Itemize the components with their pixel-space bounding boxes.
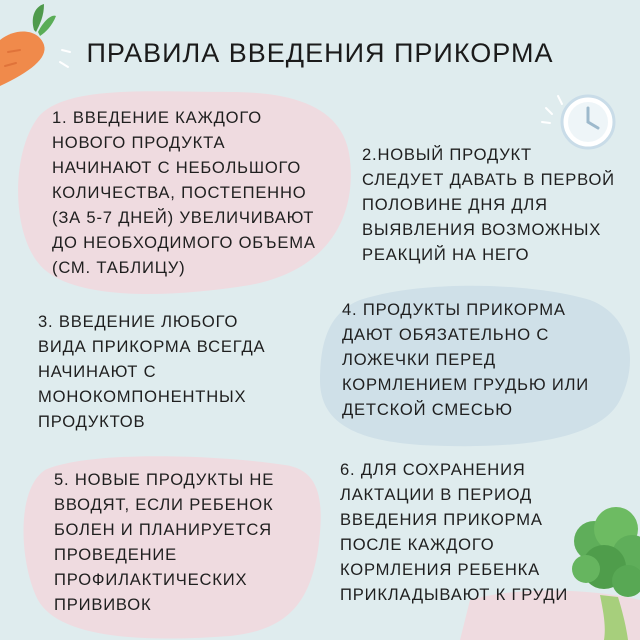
rule-6-text: 6. ДЛЯ СОХРАНЕНИЯ ЛАКТАЦИИ В ПЕРИОД ВВЕДЕНИЯ ПРИКОРМА ПОСЛЕ КАЖДОГО КОРМЛЕНИЯ РЕБЕНКА ПРИКЛАДЫВАЮТ К ГРУДИ xyxy=(340,460,569,604)
rule-1-text: 1. ВВЕДЕНИЕ КАЖДОГО НОВОГО ПРОДУКТА НАЧИНАЮТ С НЕБОЛЬШОГО КОЛИЧЕСТВА, ПОСТЕПЕННО (ЗА 5-7 ДНЕЙ) УВЕЛИЧИВАЮТ ДО НЕОБХОДИМОГО ОБЪЕМА (СМ. ТАБЛИЦУ) xyxy=(52,108,316,277)
broccoli-icon xyxy=(570,505,640,640)
rule-2-text: 2.НОВЫЙ ПРОДУКТ СЛЕДУЕТ ДАВАТЬ В ПЕРВОЙ ПОЛОВИНЕ ДНЯ ДЛЯ ВЫЯВЛЕНИЯ ВОЗМОЖНЫХ РЕАКЦИЙ НА НЕГО xyxy=(362,145,615,264)
rule-4-text: 4. ПРОДУКТЫ ПРИКОРМА ДАЮТ ОБЯЗАТЕЛЬНО С ЛОЖЕЧКИ ПЕРЕД КОРМЛЕНИЕМ ГРУДЬЮ ИЛИ ДЕТСКОЙ СМЕСЬЮ xyxy=(342,300,589,419)
page-title: ПРАВИЛА ВВЕДЕНИЯ ПРИКОРМА xyxy=(86,38,554,68)
rule-5-text: 5. НОВЫЕ ПРОДУКТЫ НЕ ВВОДЯТ, ЕСЛИ РЕБЕНОК БОЛЕН И ПЛАНИРУЕТСЯ ПРОВЕДЕНИЕ ПРОФИЛАКТИЧЕСКИХ ПРИВИВОК xyxy=(54,470,275,614)
rule-3-text: 3. ВВЕДЕНИЕ ЛЮБОГО ВИДА ПРИКОРМА ВСЕГДА НАЧИНАЮТ С МОНОКОМПОНЕНТНЫХ ПРОДУКТОВ xyxy=(38,312,266,431)
